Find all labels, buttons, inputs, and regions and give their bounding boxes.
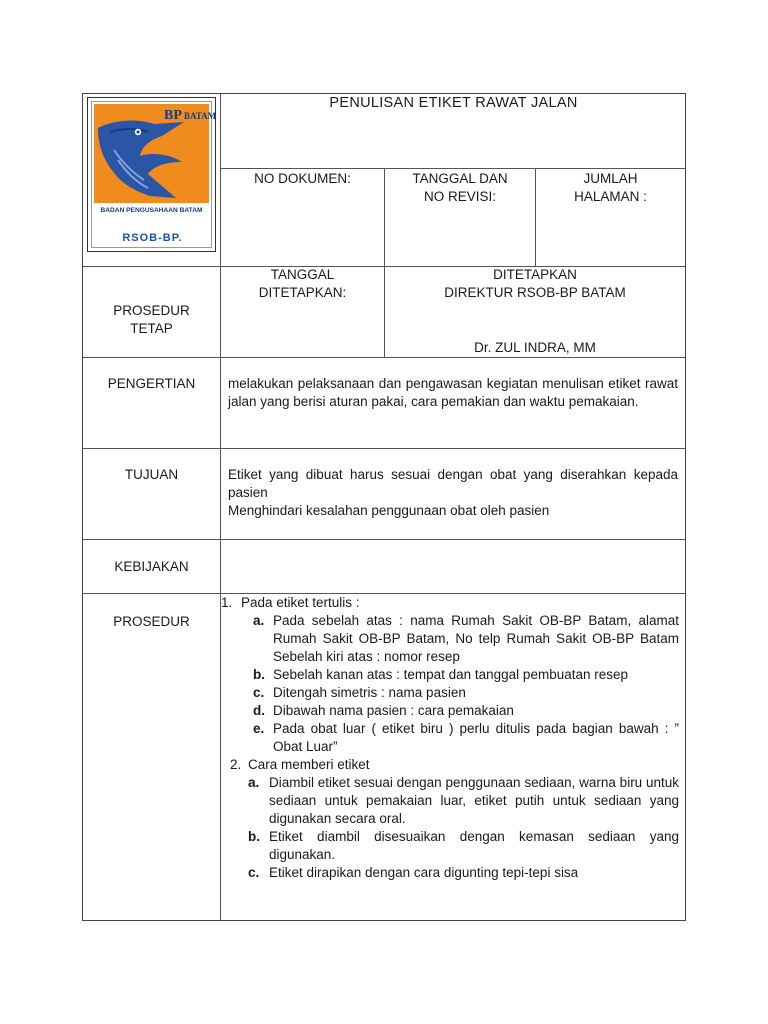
logo-wordmark-batam: BATAM (184, 111, 217, 121)
row-divider (83, 448, 685, 449)
prosedur-tetap-line-2: TETAP (130, 321, 173, 336)
list-item-text: Pada etiket tertulis : (241, 595, 360, 610)
tujuan-label: TUJUAN (124, 467, 179, 482)
no-dokumen-cell (221, 170, 384, 188)
prosedur-label: PROSEDUR (113, 614, 190, 629)
logo-org-name: BADAN PENGUSAHAAN BATAM (100, 207, 203, 214)
sub-list-text: Pada obat luar ( etiket biru ) perlu ditulis pada bagian bawah : ” Obat Luar” (273, 721, 679, 754)
sub-list-item (221, 828, 679, 864)
halaman-label: HALAMAN : (574, 189, 647, 204)
list-item (221, 756, 679, 774)
sub-list-text: Etiket dirapikan dengan cara digunting tepi-tepi sisa (269, 865, 579, 880)
jumlah-halaman-cell (536, 170, 685, 206)
row-divider (83, 539, 685, 540)
kebijakan-label: KEBIJAKAN (114, 559, 189, 574)
list-item-text: Cara memberi etiket (248, 757, 370, 772)
no-dokumen-label: NO DOKUMEN: (254, 171, 351, 186)
sub-list-item (221, 666, 679, 684)
logo-wordmark-bp: BP (164, 108, 182, 123)
sub-list-text: Diambil etiket sesuai dengan penggunaan sediaan, warna biru untuk sediaan untuk pemakaian luar, etiket putih untuk sediaan yang digunakan secara oral. (269, 775, 679, 826)
sub-list-item (221, 720, 679, 756)
sub-list-letter: a. (253, 613, 265, 628)
sub-list-letter: c. (253, 685, 265, 700)
prosedur-list (221, 594, 679, 920)
jumlah-label: JUMLAH (583, 171, 638, 186)
ditetapkan-direktur-cell (385, 266, 685, 302)
tujuan-line-2: Menghindari kesalahan penggunaan obat oleh pasien (228, 503, 550, 518)
sub-list-letter: a. (248, 775, 260, 790)
sop-table (82, 93, 686, 921)
signatory-name: Dr. ZUL INDRA, MM (474, 340, 596, 355)
header-subrow-divider (220, 168, 685, 169)
sub-list-letter: d. (253, 703, 265, 718)
sub-list-text: Sebelah kanan atas : tempat dan tanggal pembuatan resep (273, 667, 629, 682)
ditetapkan-label: DITETAPKAN: (258, 285, 347, 300)
list-item (221, 594, 679, 612)
direktur-title: DIREKTUR RSOB-BP BATAM (444, 285, 626, 300)
revisi-cell (385, 170, 535, 206)
tanggal-ditetapkan-cell (221, 266, 384, 302)
tujuan-line-1: Etiket yang dibuat harus sesuai dengan obat yang diserahkan kepada pasien (228, 467, 678, 500)
sub-list-item (221, 684, 679, 702)
sub-list-text: Ditengah simetris : nama pasien (273, 685, 466, 700)
sub-list-text: Pada sebelah atas : nama Rumah Sakit OB-BP Batam, alamat Rumah Sakit OB-BP Batam, No telp Rumah Sakit OB-BP Batam Sebelah kiri atas : nomor resep (273, 613, 679, 664)
no-revisi-label: NO REVISI: (423, 189, 496, 204)
sub-list-item (221, 864, 679, 882)
logo (91, 101, 217, 248)
sub-list-text: Etiket diambil disesuaikan dengan kemasan sediaan yang digunakan. (269, 829, 679, 862)
prosedur-tetap-label (83, 302, 220, 338)
list-number: 2. (230, 757, 242, 772)
bp-batam-logo-icon (92, 102, 217, 220)
sub-list-item (221, 702, 679, 720)
tujuan-text (228, 466, 678, 520)
document-title: PENULISAN ETIKET RAWAT JALAN (329, 95, 578, 111)
pengertian-text: melakukan pelaksanaan dan pengawasan kegiatan menulisan etiket rawat jalan yang berisi aturan pakai, cara pemakian dan waktu pemakaian. (228, 376, 678, 409)
prosedur-tetap-line-1: PROSEDUR (113, 303, 190, 318)
sub-list-letter: c. (248, 865, 260, 880)
tanggal-dan-label: TANGGAL DAN (412, 171, 508, 186)
sub-list-item (221, 774, 679, 828)
pengertian-label: PENGERTIAN (107, 376, 196, 391)
ditetapkan-heading: DITETAPKAN (493, 267, 577, 282)
logo-frame (87, 97, 216, 252)
sub-list-item (221, 612, 679, 666)
logo-caption: RSOB-BP. (122, 232, 183, 244)
sub-list-letter: b. (248, 829, 260, 844)
sub-list-text: Dibawah nama pasien : cara pemakaian (273, 703, 514, 718)
sub-list-letter: e. (253, 721, 265, 736)
row-divider (83, 357, 685, 358)
tanggal-label: TANGGAL (270, 267, 335, 282)
list-number: 1. (221, 595, 233, 610)
sub-list-letter: b. (253, 667, 265, 682)
